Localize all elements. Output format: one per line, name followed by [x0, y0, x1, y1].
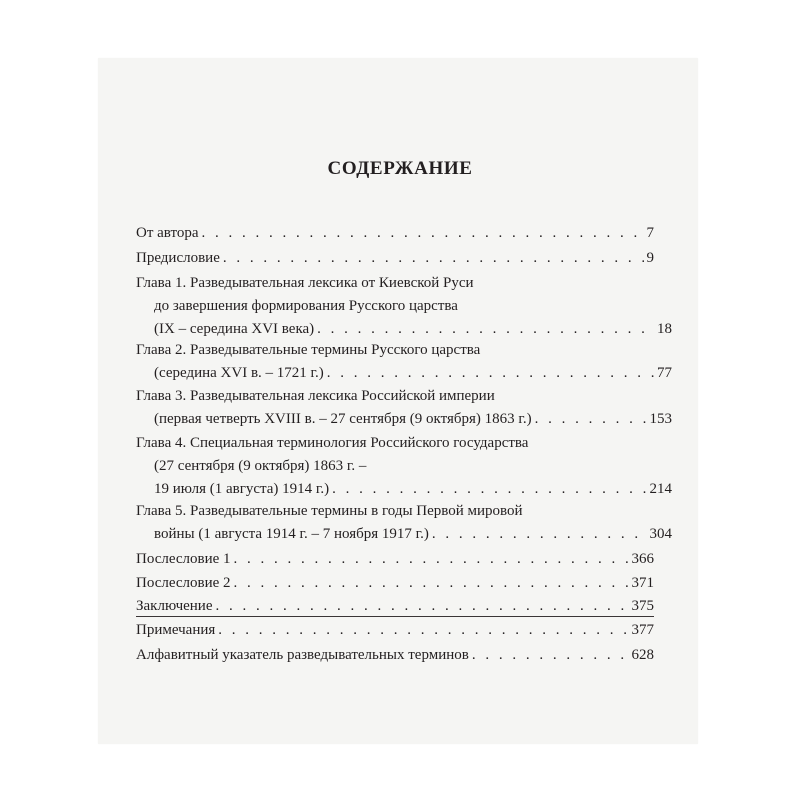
dot-leader: [535, 408, 647, 430]
toc-entry-title: Глава 4. Специальная терминология Российского государства: [136, 435, 529, 451]
dot-leader: [234, 572, 629, 594]
toc-entry-page: 377: [631, 622, 654, 638]
dot-leader: [472, 644, 629, 666]
toc-entry-page: 77: [657, 365, 672, 381]
toc-entry-page: 153: [649, 411, 672, 427]
dot-leader: [332, 478, 646, 500]
dot-leader: [317, 318, 654, 340]
toc-entry-title: Предисловие: [136, 250, 220, 266]
toc-entry-title: Послесловие 2: [136, 575, 231, 591]
dot-leader: [223, 247, 644, 269]
divider: [136, 616, 654, 617]
toc-entry-title-cont: войны (1 августа 1914 г. – 7 ноября 1917 г.): [154, 526, 429, 542]
toc-entry-title: Примечания: [136, 622, 216, 638]
toc-entry-title-cont: (IX – середина XVI века): [154, 321, 315, 337]
toc-entry-page: 18: [657, 321, 672, 337]
toc-entry-title-cont: 19 июля (1 августа) 1914 г.): [154, 481, 330, 497]
toc-entry-title: Глава 3. Разведывательная лексика Российской империи: [136, 388, 495, 404]
dot-leader: [202, 222, 644, 244]
toc-heading: СОДЕРЖАНИЕ: [327, 158, 473, 179]
dot-leader: [432, 523, 647, 545]
toc-entry-page: 375: [631, 598, 654, 614]
toc-entry-page: 628: [631, 647, 654, 663]
toc-entry-title-cont: (первая четверть XVIII в. – 27 сентября (9 октября) 1863 г.): [154, 411, 532, 427]
toc-entry-title-cont: (середина XVI в. – 1721 г.): [154, 365, 324, 381]
toc-entry-title: Алфавитный указатель разведывательных терминов: [136, 647, 469, 663]
toc-entry-page: 304: [649, 526, 672, 542]
toc-entry-title-cont: (27 сентября (9 октября) 1863 г. –: [154, 458, 367, 474]
toc-entry-page: 366: [631, 551, 654, 567]
dot-leader: [218, 619, 628, 641]
dot-leader: [216, 595, 629, 617]
toc-entry-title-cont: до завершения формирования Русского царства: [154, 298, 458, 314]
toc-entry-page: 7: [646, 225, 654, 241]
toc-entry-page: 371: [631, 575, 654, 591]
dot-leader: [234, 548, 629, 570]
toc-entry-page: 214: [649, 481, 672, 497]
toc-entry-title: От автора: [136, 225, 199, 241]
toc-entry-title: Глава 5. Разведывательные термины в годы Первой мировой: [136, 503, 523, 519]
toc-entry-title: Заключение: [136, 598, 213, 614]
toc-entry-title: Глава 2. Разведывательные термины Русского царства: [136, 342, 481, 358]
dot-leader: [327, 362, 654, 384]
toc-entry-title: Глава 1. Разведывательная лексика от Киевской Руси: [136, 275, 474, 291]
toc-entry-title: Послесловие 1: [136, 551, 231, 567]
toc-entry-page: 9: [646, 250, 654, 266]
